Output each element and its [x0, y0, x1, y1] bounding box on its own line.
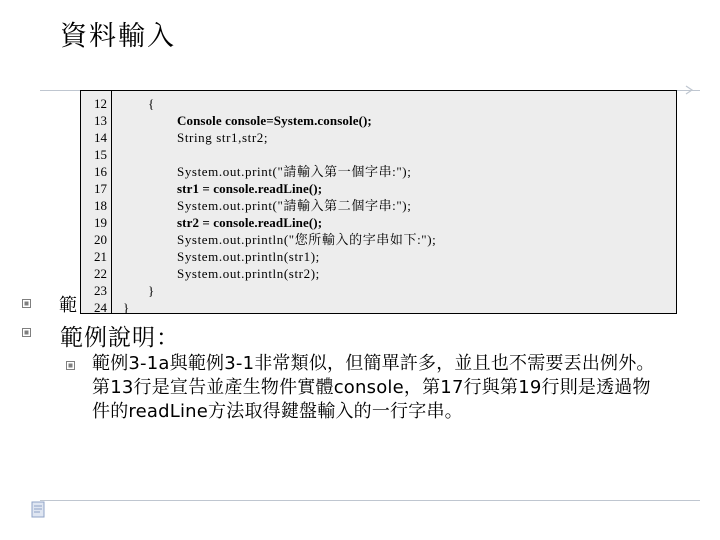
line-number: 12 [94, 96, 107, 111]
code-line: String str1,str2; [177, 130, 269, 145]
square-bullet-icon [66, 361, 75, 370]
line-number: 16 [94, 164, 107, 179]
line-number: 21 [94, 249, 107, 264]
paragraph-line: 件的readLine方法取得鍵盤輸入的一行字串。 [92, 401, 463, 422]
code-line: System.out.println("您所輸入的字串如下:"); [177, 232, 437, 247]
code-line: { [148, 96, 155, 111]
code-line: Console console=System.console(); [177, 113, 372, 128]
navigation-icon[interactable] [31, 501, 47, 519]
paragraph-line: 第13行是宣告並產生物件實體console，第17行與第19行則是透過物 [92, 377, 651, 398]
line-number: 22 [94, 266, 107, 281]
slide-title: 資料輸入 [60, 21, 176, 52]
line-number: 14 [94, 130, 107, 145]
corner-arrow-icon [684, 84, 700, 96]
code-line: System.out.println(str2); [177, 266, 320, 281]
line-number: 20 [94, 232, 107, 247]
explanation-paragraph [92, 352, 702, 424]
square-bullet-icon [22, 328, 31, 337]
code-line: } [123, 300, 130, 315]
paragraph-line: 範例3-1a與範例3-1非常類似，但簡單許多，並且也不需要丟出例外。 [92, 353, 655, 374]
code-line: System.out.print("請輸入第二個字串:"); [177, 198, 412, 213]
code-line: str1 = console.readLine(); [177, 181, 323, 196]
code-line: } [148, 283, 155, 298]
code-line: str2 = console.readLine(); [177, 215, 323, 230]
line-number: 19 [94, 215, 107, 230]
line-number-gutter [81, 91, 112, 313]
line-number: 13 [94, 113, 107, 128]
line-number: 24 [94, 300, 107, 315]
section-heading: 範例說明： [60, 325, 180, 351]
code-line: System.out.print("請輸入第一個字串:"); [177, 164, 412, 179]
line-number: 15 [94, 147, 107, 162]
code-listing [80, 90, 677, 314]
line-number: 23 [94, 283, 107, 298]
line-number: 17 [94, 181, 107, 196]
square-bullet-icon [22, 299, 31, 308]
line-number: 18 [94, 198, 107, 213]
bottom-divider [40, 500, 700, 501]
code-line: System.out.println(str1); [177, 249, 320, 264]
partial-bullet-text: 範 [59, 295, 77, 313]
